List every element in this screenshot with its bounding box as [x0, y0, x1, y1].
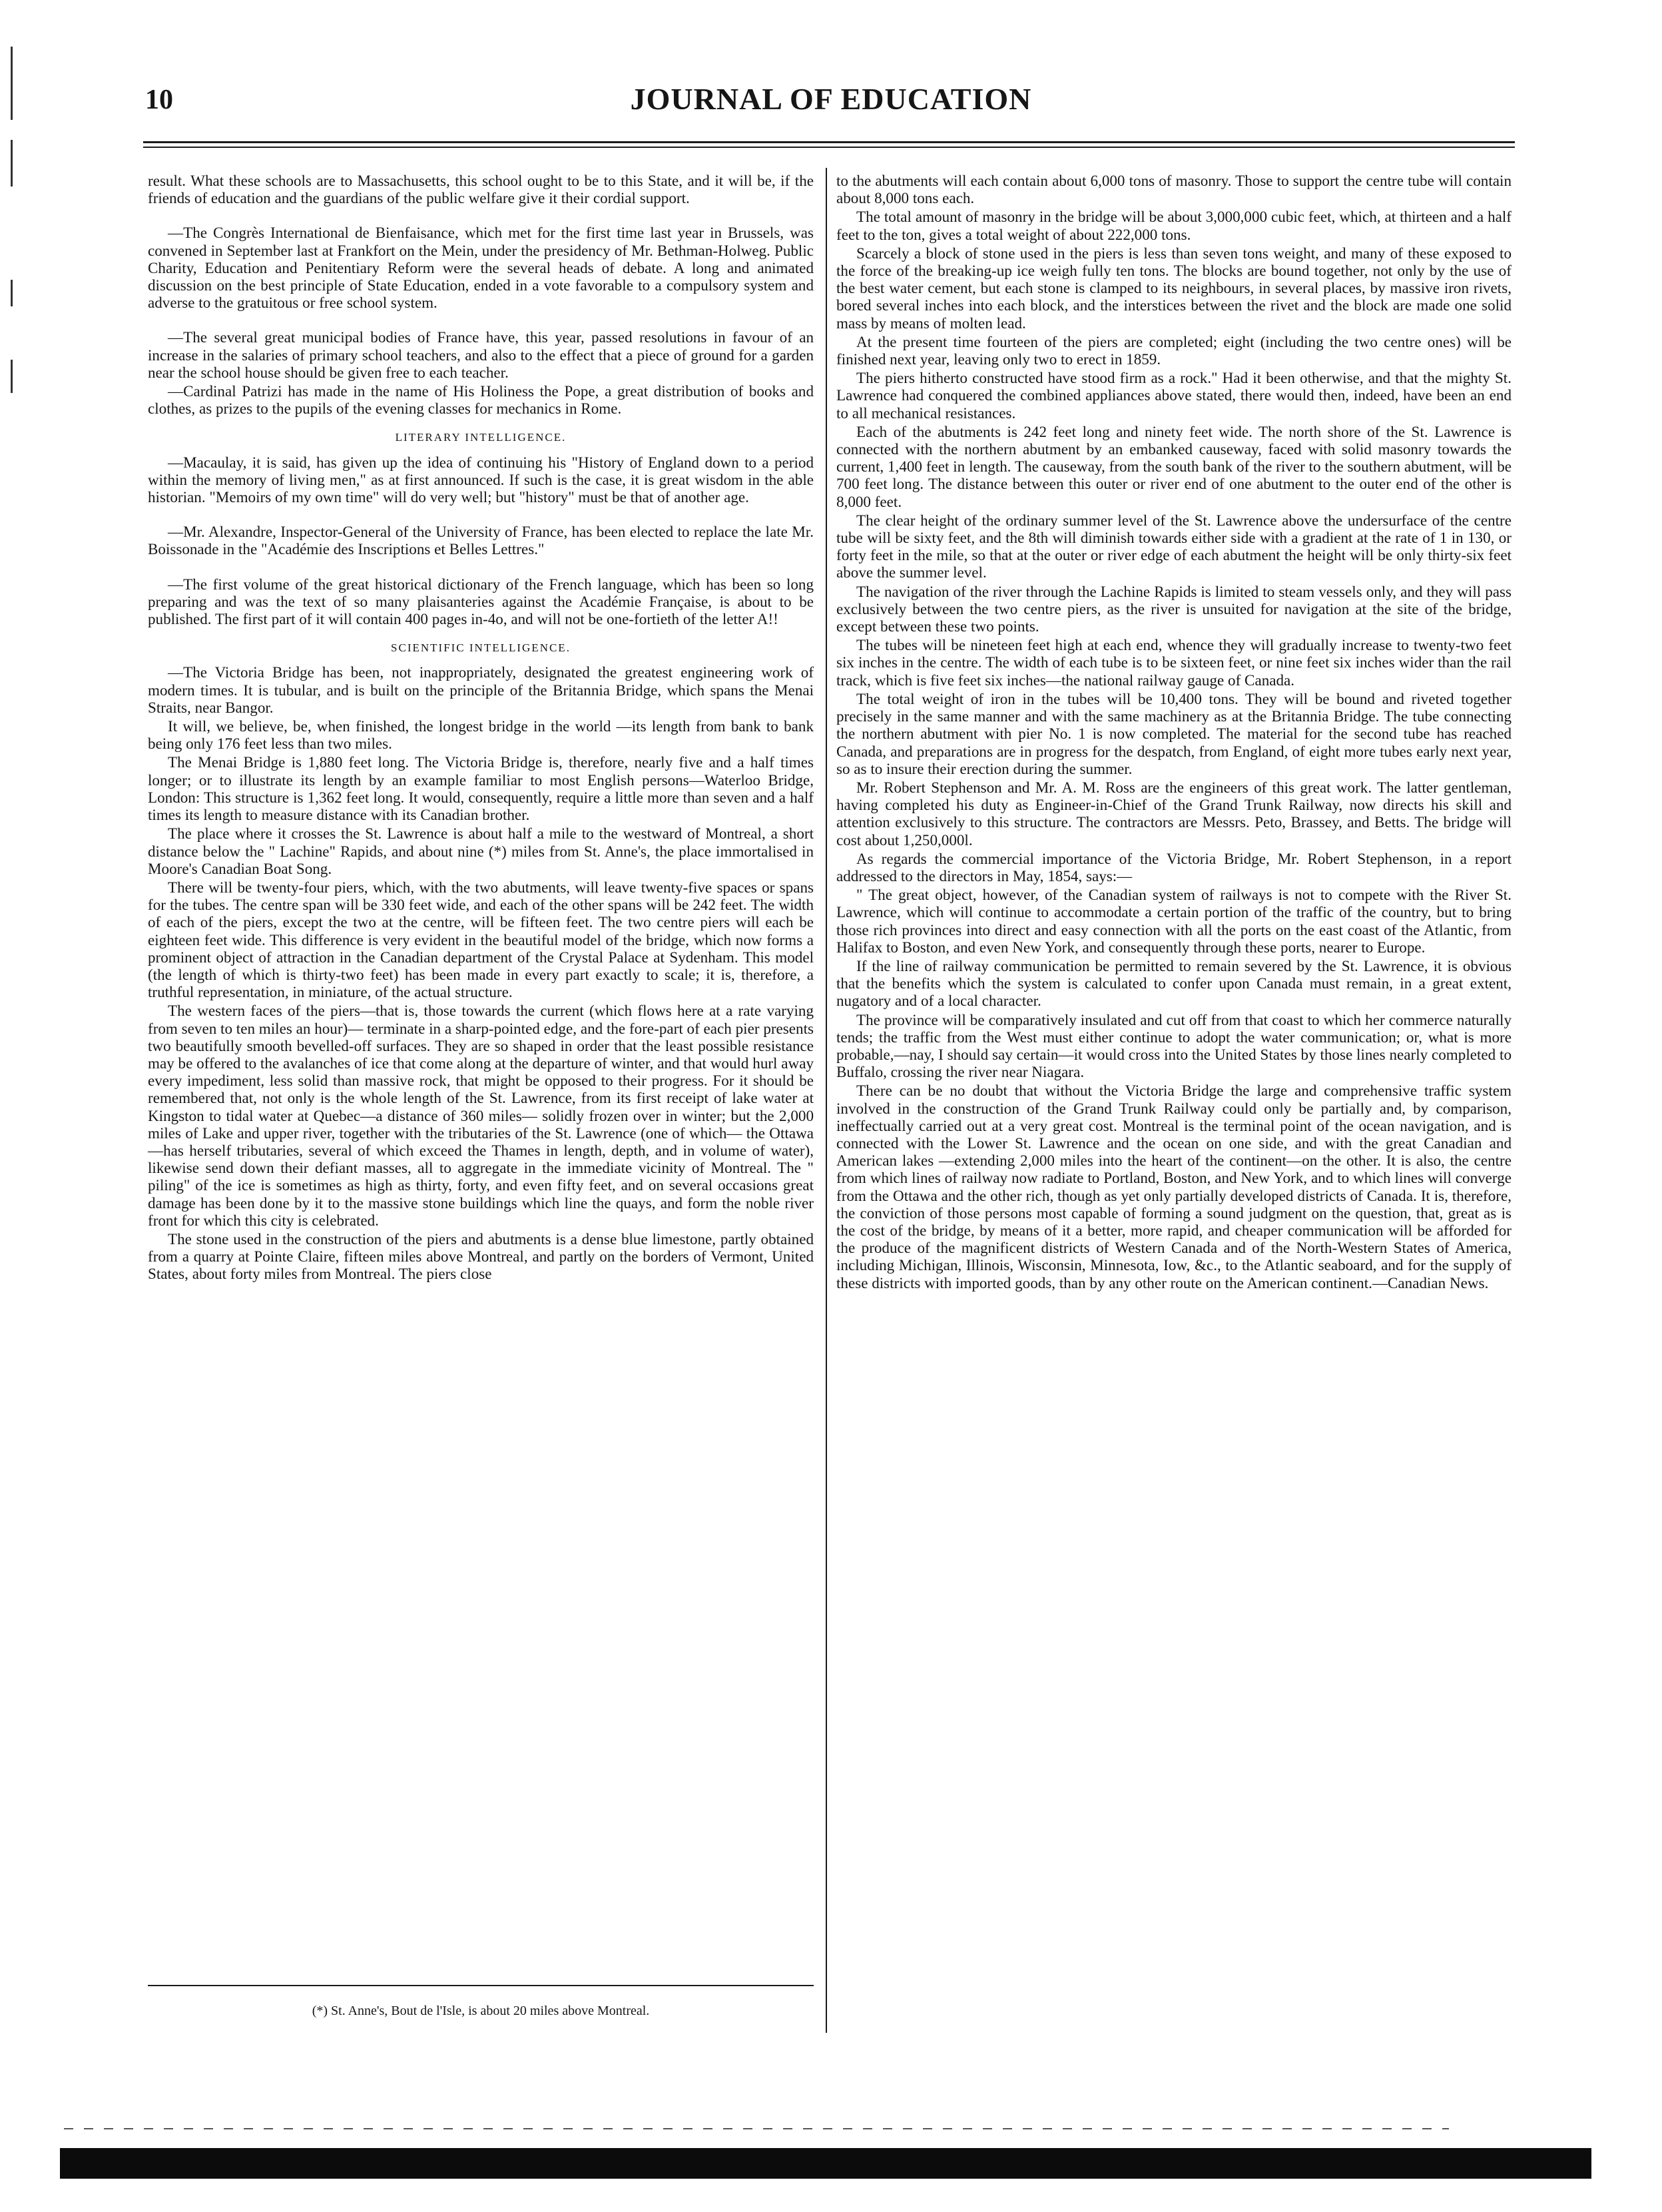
paragraph: —Cardinal Patrizi has made in the name of His Holiness the Pope, a great distribution of books and clothes, as prizes to the pupils of the evening classes for mechanics in Rome. [148, 382, 814, 418]
scan-dash-line [64, 2128, 1449, 2129]
column-divider [826, 168, 827, 2033]
section-heading-scientific: SCIENTIFIC INTELLIGENCE. [391, 641, 571, 655]
quoted-paragraph: " The great object, however, of the Canadian system of railways is not to compete with the River St. Lawrence, which will continue to accommodate a certain portion of the traffic of the country, but to bring those rich provinces into direct and easy connection with all the ports on the east coast of the Atlantic, from Halifax to Boston, and even New York, and consequently through these ports, nearer to Europe. [836, 886, 1512, 956]
paragraph: The piers hitherto constructed have stood firm as a rock." Had it been otherwise, and that the mighty St. Lawrence had conquered the combined appliances above stated, there would then, indeed, have been an end to all mechanical resistances. [836, 369, 1512, 422]
paragraph: As regards the commercial importance of the Victoria Bridge, Mr. Robert Stephenson, in a report addressed to the directors in May, 1854, says:— [836, 849, 1512, 885]
paragraph: At the present time fourteen of the piers are completed; eight (including the two centre ones) will be finished next year, leaving only two to erect in 1859. [836, 332, 1512, 368]
section-heading-literary: LITERARY INTELLIGENCE. [395, 431, 567, 444]
paragraph: The place where it crosses the St. Lawrence is about half a mile to the westward of Montreal, a short distance below the " Lachine" Rapids, and about nine (*) miles from St. Anne's, the place immortalised in Moore's Canadian Boat Song. [148, 825, 814, 877]
paragraph: —The several great municipal bodies of France have, this year, passed resolutions in favour of an increase in the salaries of primary school teachers, and also to the effect that a piece of ground for a garden near the school house should be given free to each teacher. [148, 328, 814, 381]
paragraph: Each of the abutments is 242 feet long and ninety feet wide. The north shore of the St. Lawrence is connected with the northern abutment by an embanked causeway, faced with solid masonry towards the current, 1,400 feet in length. The causeway, from the south bank of the river to the southern abutment, will be 700 feet long. The distance between this outer or river end of one abutment to the outer end of the other is 8,000 feet. [836, 422, 1512, 510]
paragraph: The stone used in the construction of the piers and abutments is a dense blue limestone, partly obtained from a quarry at Pointe Claire, fifteen miles above Montreal, and partly on the borders of Vermont, United States, about forty miles from Montreal. The piers close [148, 1230, 814, 1283]
paragraph: —The Congrès International de Bienfaisance, which met for the first time last year in Brussels, was convened in September last at Frankfort on the Mein, under the presidency of Mr. Bethman-Holweg. Public Charity, Education and Penitentiary Reform were the several heads of debate. A long and animated discussion on the best principle of State Education, ended in a vote favorable to a compulsory system and adverse to the gratuitous or free school system. [148, 224, 814, 312]
paragraph: The total amount of masonry in the bridge will be about 3,000,000 cubic feet, which, at thirteen and a half feet to the ton, gives a total weight of about 222,000 tons. [836, 208, 1512, 243]
paragraph: Scarcely a block of stone used in the piers is less than seven tons weight, and many of these exposed to the force of the breaking-up ice weigh fully ten tons. The blocks are bound together, not only by the use of the best water cement, but each stone is clamped to its neighbours, in several places, by massive iron rivets, bored several inches into each block, and the interstices between the rivet and the block are made one solid mass by means of molten lead. [836, 244, 1512, 332]
paragraph: The Menai Bridge is 1,880 feet long. The Victoria Bridge is, therefore, nearly five and a half times longer; or to illustrate its length by an example familiar to most English persons—Waterloo Bridge, London: This structure is 1,362 feet long. It would, consequently, require a little more than seven and a half times its length to measure distance with its Canadian brother. [148, 753, 814, 824]
paragraph: The tubes will be nineteen feet high at each end, whence they will gradually increase to twenty-two feet six inches in the centre. The width of each tube is to be sixteen feet, or nine feet six inches wider than the rail track, which is five feet six inches—the national railway gauge of Canada. [836, 636, 1512, 689]
footnote: (*) St. Anne's, Bout de l'Isle, is about 20 miles above Montreal. [312, 2004, 650, 2018]
paragraph: —Mr. Alexandre, Inspector-General of the University of France, has been elected to replace the late Mr. Boissonade in the "Académie des Inscriptions et Belles Lettres." [148, 523, 814, 558]
paragraph: to the abutments will each contain about 6,000 tons of masonry. Those to support the centre tube will contain about 8,000 tons each. [836, 172, 1512, 207]
quoted-paragraph: The province will be comparatively insulated and cut off from that coast to which her commerce naturally tends; the traffic from the West must either continue to adopt the water communication; or, what is more probable,—nay, I should say certain—it would cross into the United States by those lines nearly completed to Buffalo, crossing the river near Niagara. [836, 1010, 1512, 1081]
paragraph: The total weight of iron in the tubes will be 10,400 tons. They will be bound and riveted together precisely in the same manner and with the same machinery as at the Britannia Bridge. The tube connecting the northern abutment with pier No. 1 is now completed. The material for the second tube has reached Canada, and preparations are in progress for the despatch, from England, of eight more tubes early next year, so as to insure their erection during the summer. [836, 689, 1512, 777]
journal-title: JOURNAL OF EDUCATION [630, 82, 1032, 116]
paragraph: There will be twenty-four piers, which, with the two abutments, will leave twenty-five spaces or spans for the tubes. The centre span will be 330 feet wide, and each of the other spans will be 242 feet. The width of each of the piers, except the two at the centre, will be fifteen feet. The two centre piers will each be eighteen feet wide. This difference is very evident in the beautiful model of the bridge, which now forms a prominent object of attraction in the Canadian department of the Crystal Palace at Sydenham. This model (the length of which is thirty-two feet) has been made in every part exactly to scale; it is, therefore, a truthful representation, in miniature, of the actual structure. [148, 878, 814, 1001]
paragraph: Mr. Robert Stephenson and Mr. A. M. Ross are the engineers of this great work. The latter gentleman, having completed his duty as Engineer-in-Chief of the Grand Trunk Railway, now directs his skill and attention exclusively to this structure. The contractors are Messrs. Peto, Brassey, and Betts. The bridge will cost about 1,250,000l. [836, 778, 1512, 849]
scan-edge-bar [60, 2148, 1591, 2179]
footnote-rule [148, 1985, 814, 1986]
header-rule [143, 141, 1515, 143]
paragraph: The western faces of the piers—that is, those towards the current (which flows here at a rate varying from seven to ten miles an hour)— terminate in a sharp-pointed edge, and the fore-part of each pier presents two beautifully smooth bevelled-off surfaces. They are so shaped in order that the least possible resistance may be offered to the avalanches of ice that come along at the departure of winter, and that would hurl away every impediment, less solid than massive rock, that might be opposed to their progress. For it should be remembered that, not only is the whole length of the St. Lawrence, from its first receipt of lake water at Kingston to tidal water at Quebec—a distance of 360 miles— solidly frozen over in winter; but the 2,000 miles of Lake and upper river, together with the tributaries of the St. Lawrence (one of which— the Ottawa—has herself tributaries, several of which exceed the Thames in length, depth, and in volume of water), likewise send down their defiant masses, all to aggregate in the immediate vicinity of Montreal. The " piling" of the ice is sometimes as high as thirty, forty, and even fifty feet, and on several occasions great damage has been done by it to the massive stone buildings which line the quays, and form the noble river front for which this city is celebrated. [148, 1002, 814, 1229]
paragraph: It will, we believe, be, when finished, the longest bridge in the world —its length from bank to bank being only 176 feet less than two miles. [148, 717, 814, 753]
margin-mark [11, 280, 13, 306]
paragraph: The navigation of the river through the Lachine Rapids is limited to steam vessels only, and they will pass exclusively between the two centre piers, as the river is unsuited for navigation at the site of the bridge, except between these two points. [836, 582, 1512, 635]
quoted-paragraph: If the line of railway communication be permitted to remain severed by the St. Lawrence, it is obvious that the benefits which the system is calculated to confer upon Canada must remain, in a great extent, nugatory and of a local character. [836, 956, 1512, 1010]
margin-mark [11, 360, 13, 393]
paragraph: —Macaulay, it is said, has given up the idea of continuing his "History of England down to a period within the memory of living men," as at first announced. If such is the case, it is great wisdom in the able historian. "Memoirs of my own time" will do very well; but "history" must be that of another age. [148, 453, 814, 506]
quoted-paragraph: There can be no doubt that without the Victoria Bridge the large and comprehensive traffic system involved in the construction of the Grand Trunk Railway could only be partially and, by comparison, ineffectually carried out at a very great cost. Montreal is the terminal point of the ocean navigation, and is connected with the Lower St. Lawrence and the ocean on one side, and with the great Canadian and American lakes —extending 2,000 miles into the heart of the continent—on the other. It is also, the centre from which lines of railway now radiate to Portland, Boston, and New York, and to which lines will converge from the Ottawa and the other rich, though as yet only partially developed districts of Canada. It is, therefore, the conviction of those persons most capable of forming a sound judgment on the question, that, great as is the cost of the bridge, by means of it a better, more rapid, and cheaper communication will be afforded for the produce of the magnificent districts of Western Canada and of the North-Western States of America, including Michigan, Illinois, Wisconsin, Minnesota, Iow, &c., to the Atlantic seaboard, and for the supply of these districts with imported goods, than by any other route on the American continent.—Canadian News. [836, 1082, 1512, 1291]
margin-mark [11, 140, 13, 186]
paragraph: —The Victoria Bridge has been, not inappropriately, designated the greatest engineering work of modern times. It is tubular, and is built on the principle of the Britannia Bridge, which spans the Menai Straits, near Bangor. [148, 663, 814, 716]
paragraph: result. What these schools are to Massachusetts, this school ought to be to this State, and it will be, if the friends of education and the guardians of the public welfare give it their cordial support. [148, 172, 814, 207]
right-column [836, 172, 1512, 1293]
paragraph: The clear height of the ordinary summer level of the St. Lawrence above the undersurface of the centre tube will be sixty feet, and the 8th will diminish towards either side with a gradient at the rate of 1 in 130, or forty feet in the mile, so that at the outer or river edge of each abutment the height will be only thirty-six feet above the summer level. [836, 511, 1512, 581]
paragraph: —The first volume of the great historical dictionary of the French language, which has been so long preparing and was the text of so many plaisanteries against the Académie Française, is about to be published. The first part of it will contain 400 pages in-4o, and will not be one-fortieth of the letter A!! [148, 575, 814, 628]
page-number: 10 [145, 85, 173, 115]
header-rule-double [143, 147, 1515, 148]
left-column [148, 172, 814, 1284]
